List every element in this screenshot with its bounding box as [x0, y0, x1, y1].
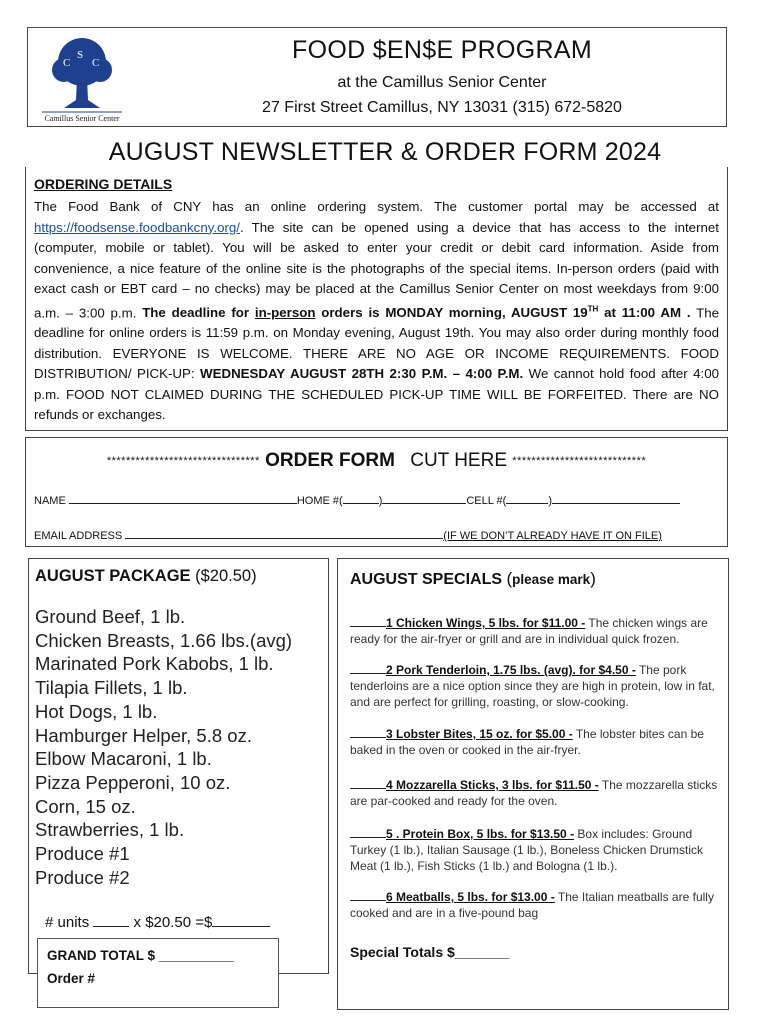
- package-item: Elbow Macaroni, 1 lb.: [35, 748, 212, 770]
- package-item: Produce #1: [35, 843, 130, 865]
- special-mark-field[interactable]: [350, 727, 386, 738]
- specials-box: [337, 558, 729, 1010]
- newsletter-title: AUGUST NEWSLETTER & ORDER FORM 2024: [108, 138, 662, 166]
- tree-logo-icon: [42, 34, 122, 122]
- order-form-box: [25, 437, 728, 547]
- package-price: ($20.50): [195, 567, 257, 585]
- ordering-details-box: [25, 167, 728, 431]
- details-p3: The deadline for online orders is 11:59 p.m. on Monday evening, August 19th. You may also order during monthly food distribution. EVERYONE IS WELCOME. THERE ARE NO AGE OR INCOME REQUIREMENTS. FOOD DISTRIBUTION/ PICK-UP:: [34, 304, 719, 382]
- specials-title: AUGUST SPECIALS (please mark): [350, 569, 596, 588]
- home-area-code-field[interactable]: [343, 493, 379, 504]
- cell-phone-field[interactable]: [552, 493, 680, 504]
- special-item: 4 Mozzarella Sticks, 3 lbs. for $11.50 - The mozzarella sticks are par-cooked and ready for the oven.: [350, 778, 718, 808]
- special-item: 6 Meatballs, 5 lbs. for $13.00 - The Italian meatballs are fully cooked and are in a five-pound bag: [350, 890, 714, 920]
- header-box: [27, 27, 727, 127]
- ordering-details-text: [34, 197, 719, 426]
- logo-letter-s: S: [77, 49, 84, 61]
- details-p2: . The site can be opened using a device that has access to the internet (computer, mobile or tablet). You will be asked to enter your credit or debit card information. Aside from convenience, a nice feature of the online site is the photographs of the special items. In-person orders (paid with exact cash or EBT card – no checks) may be placed at the Camillus Senior Center on most weekdays from 9:00 a.m. – 3:00 p.m.: [34, 219, 719, 320]
- units-field[interactable]: [93, 916, 129, 927]
- package-item: Ground Beef, 1 lb.: [35, 606, 186, 627]
- special-item: 1 Chicken Wings, 5 lbs. for $11.00 - The chicken wings are ready for the air-fryer or grill and are in individual quick frozen.: [350, 616, 708, 646]
- special-item: 3 Lobster Bites, 15 oz. for $5.00 - The lobster bites can be baked in the oven or cooked in the air-fryer.: [350, 727, 704, 757]
- stars-right: ****************************: [512, 454, 647, 467]
- email-field[interactable]: [125, 528, 443, 539]
- package-item: Pizza Pepperoni, 10 oz.: [35, 771, 231, 793]
- grand-total-box: [37, 938, 279, 1008]
- special-item: 2 Pork Tenderloin, 1.75 lbs. (avg). for $4.50 - The pork tenderloins are a nice option since they are high in protein, low in fat, and are perfect for grilling, roasting, or slow-cooking.: [350, 663, 715, 709]
- details-p4: We cannot hold food after 4:00 p.m. FOOD NOT CLAIMED DURING THE SCHEDULED PICK-UP TIME WILL BE FORFEITED. There are NO refunds or exchanges.: [34, 366, 720, 423]
- email-label: EMAIL ADDRESS: [34, 530, 123, 542]
- package-item: Strawberries, 1 lb.: [35, 819, 185, 841]
- name-field[interactable]: [69, 493, 297, 504]
- special-mark-field[interactable]: [350, 827, 386, 838]
- special-mark-field[interactable]: [350, 778, 386, 789]
- cell-phone-label: CELL #(: [466, 495, 507, 507]
- ordering-details-heading: ORDERING DETAILS: [34, 176, 173, 192]
- order-number-label: Order #: [47, 971, 96, 986]
- email-note: (IF WE DON’T ALREADY HAVE IT ON FILE): [443, 530, 662, 542]
- package-item: Corn, 15 oz.: [35, 795, 136, 817]
- units-calc: # units x $20.50 =$: [45, 914, 270, 931]
- package-title: AUGUST PACKAGE ($20.50): [35, 567, 257, 585]
- logo-letter-c2: C: [92, 57, 100, 69]
- special-mark-field[interactable]: [350, 616, 386, 627]
- order-form-label: ORDER FORM: [265, 450, 395, 471]
- package-box: [28, 558, 329, 974]
- grand-total-label: GRAND TOTAL $ __________: [47, 948, 234, 963]
- package-item: Hot Dogs, 1 lb.: [35, 700, 158, 722]
- cell-area-code-field[interactable]: [506, 493, 548, 504]
- cut-here-label: CUT HERE: [410, 450, 507, 471]
- deadline-text: The deadline for in-person orders is MONDAY morning, AUGUST 19TH at 11:00 AM .: [142, 304, 691, 320]
- package-item: Hamburger Helper, 5.8 oz.: [35, 724, 252, 746]
- contact-row: NAME HOME #( ) CELL #( ): [34, 493, 680, 507]
- name-label: NAME: [34, 495, 66, 507]
- logo-letter-c1: C: [63, 57, 71, 69]
- package-subtotal-field[interactable]: [212, 916, 270, 927]
- center-address: 27 First Street Camillus, NY 13031 (315) 672-5820: [262, 99, 622, 116]
- stars-left: ********************************: [106, 454, 260, 467]
- foodsense-link[interactable]: https://foodsense.foodbankcny.org/: [34, 219, 240, 235]
- order-form-title: [26, 450, 727, 472]
- logo-caption: Camillus Senior Center: [44, 114, 120, 122]
- center-name: at the Camillus Senior Center: [337, 74, 547, 91]
- package-item: Produce #2: [35, 866, 130, 888]
- special-mark-field[interactable]: [350, 663, 386, 674]
- details-p1: The Food Bank of CNY has an online ordering system. The customer portal may be accessed at: [34, 199, 719, 214]
- package-item: Chicken Breasts, 1.66 lbs.(avg): [35, 629, 293, 651]
- package-item: Marinated Pork Kabobs, 1 lb.: [35, 653, 274, 675]
- program-title: FOOD $EN$E PROGRAM: [292, 36, 592, 64]
- pickup-time: WEDNESDAY AUGUST 28TH 2:30 P.M. – 4:00 P.M.: [200, 366, 524, 382]
- special-totals-label: Special Totals $_______: [350, 944, 510, 960]
- special-item: 5 . Protein Box, 5 lbs. for $13.50 - Box includes: Ground Turkey (1 lb.), Italian Sausage (1 lb.), Boneless Chicken Drumstick Meat (1 lb.), Fish Sticks (1 lb.) and Bologna (1 lb.).: [350, 827, 704, 873]
- package-items: [35, 605, 292, 889]
- special-mark-field[interactable]: [350, 890, 386, 901]
- package-item: Tilapia Fillets, 1 lb.: [35, 677, 188, 699]
- home-phone-label: HOME #(: [296, 495, 343, 507]
- email-row: [34, 528, 662, 542]
- home-phone-field[interactable]: [382, 493, 466, 504]
- csc-logo: [42, 34, 122, 122]
